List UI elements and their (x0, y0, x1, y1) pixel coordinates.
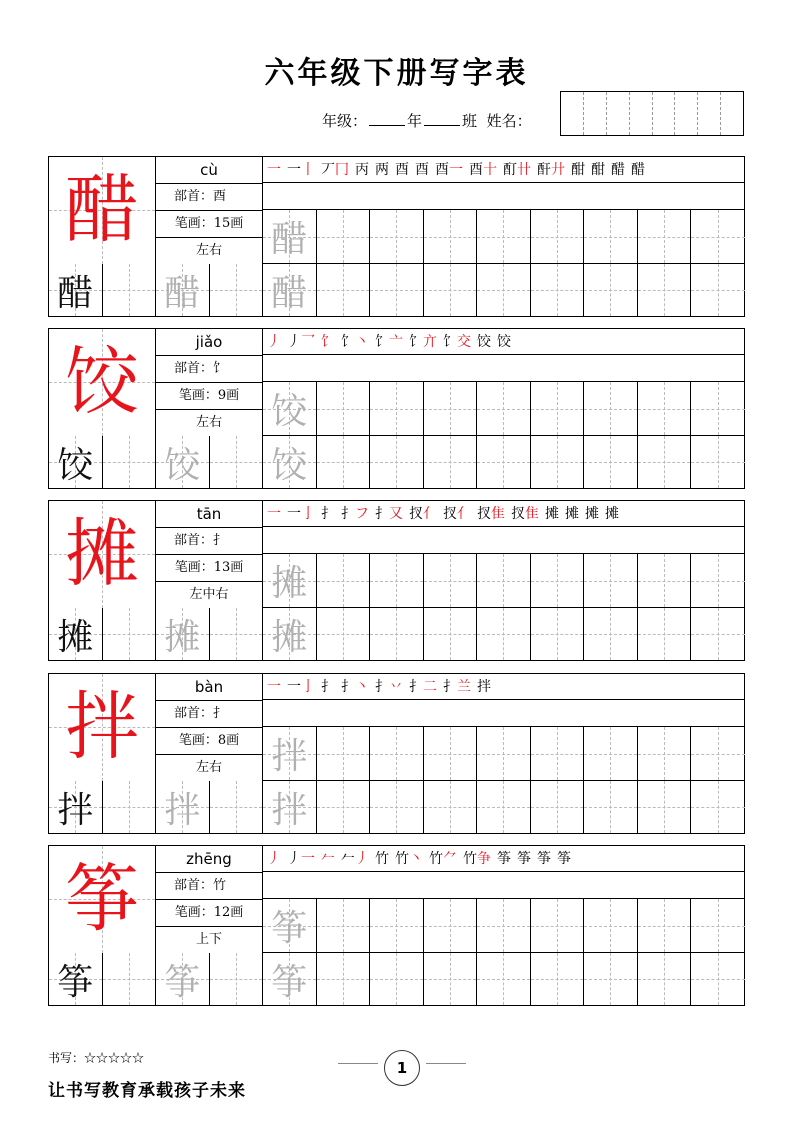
practice-cell[interactable] (103, 953, 157, 1005)
character-block (48, 328, 745, 489)
practice-cell[interactable] (263, 899, 317, 952)
trace-character: 摊 (271, 563, 308, 604)
practice-cell[interactable] (370, 608, 424, 660)
radical: 部首：酉 (156, 184, 262, 211)
practice-cell[interactable] (531, 264, 585, 316)
name-cell[interactable] (653, 92, 676, 135)
practice-cell[interactable] (103, 264, 157, 316)
name-label: 姓名： (486, 112, 532, 130)
practice-cell[interactable] (424, 264, 478, 316)
stroke-step: 一丨 (287, 162, 315, 178)
practice-cell[interactable] (477, 554, 531, 607)
stroke-step: 酣 (591, 162, 605, 178)
pinyin: cù (156, 157, 262, 184)
name-cell[interactable] (584, 92, 607, 135)
practice-cell[interactable] (638, 554, 692, 607)
practice-cell[interactable] (317, 382, 371, 435)
blank-row (263, 872, 744, 899)
stroke-step: 丿 (267, 334, 281, 350)
stroke-step: 饣亣 (409, 334, 437, 350)
practice-cell[interactable] (317, 264, 371, 316)
practice-cell[interactable] (424, 953, 478, 1005)
pinyin: zhēng (156, 846, 262, 873)
practice-cell[interactable] (263, 210, 317, 263)
practice-cell[interactable] (370, 899, 424, 952)
practice-cell[interactable] (263, 727, 317, 780)
practice-cell[interactable] (531, 781, 585, 833)
practice-cell[interactable] (638, 210, 692, 263)
trace-character: 筝 (164, 961, 201, 1003)
trace-character: 筝 (271, 961, 308, 1003)
page-title: 六年级下册写字表 (264, 56, 529, 91)
structure: 上下 (195, 932, 222, 947)
radical: 部首：扌 (156, 701, 262, 728)
stroke-step: 筝 (517, 851, 531, 867)
practice-cell[interactable] (49, 608, 103, 660)
stroke-order (263, 329, 744, 355)
stroke-step: 摊 (545, 506, 559, 522)
practice-cell[interactable] (477, 727, 531, 780)
practice-cell[interactable] (638, 608, 692, 660)
practice-cell[interactable] (584, 608, 638, 660)
practice-cell[interactable] (424, 899, 478, 952)
character-block (48, 673, 745, 834)
practice-cell[interactable] (584, 727, 638, 780)
character-meta (156, 157, 263, 264)
practice-cell[interactable] (477, 210, 531, 263)
stroke-step: 饺 (497, 334, 511, 350)
practice-cell[interactable] (531, 554, 585, 607)
divider-right (426, 1063, 466, 1064)
practice-row-2 (49, 608, 744, 660)
trace-character: 饺 (271, 391, 308, 432)
stroke-step: 酉一 (435, 162, 463, 178)
pinyin: bàn (156, 674, 262, 701)
model-character: 拌 (57, 789, 94, 831)
stroke-step: 摊 (585, 506, 599, 522)
stroke-step: 摊 (565, 506, 579, 522)
class-blank[interactable] (424, 111, 460, 126)
trace-character: 筝 (271, 908, 308, 949)
practice-cell[interactable] (531, 382, 585, 435)
name-cell[interactable] (675, 92, 698, 135)
stroke-step: 扌兰 (443, 679, 471, 695)
stroke-step: 扌フ (341, 506, 369, 522)
stroke-step: 饣交 (443, 334, 471, 350)
blank-row (263, 527, 744, 554)
trace-character: 摊 (164, 616, 201, 658)
character-meta (156, 846, 263, 953)
practice-cell[interactable] (317, 210, 371, 263)
structure: 左右 (195, 243, 222, 258)
big-character-cell (49, 674, 156, 781)
big-character-cell (49, 157, 156, 264)
stroke-step: 竹丶 (395, 851, 423, 867)
practice-row-2 (49, 953, 744, 1005)
practice-cell[interactable] (317, 899, 371, 952)
stroke-step: 丿 (267, 851, 281, 867)
practice-cell[interactable] (531, 436, 585, 488)
stroke-step: 酊卄 (503, 162, 531, 178)
name-cell[interactable] (607, 92, 630, 135)
practice-cell[interactable] (263, 554, 317, 607)
practice-cell[interactable] (638, 382, 692, 435)
stroke-step: 一 (267, 506, 281, 522)
stroke-step: 丿乛 (287, 334, 315, 350)
stroke-order (263, 674, 744, 700)
practice-cell[interactable] (103, 781, 157, 833)
stroke-step: 扌丶 (341, 679, 369, 695)
practice-cell[interactable] (424, 608, 478, 660)
stroke-step: 扌 (321, 506, 335, 522)
year-label: 年 (407, 112, 423, 130)
practice-cell[interactable] (263, 781, 317, 833)
practice-cell[interactable] (584, 781, 638, 833)
big-character-cell (49, 329, 156, 436)
stroke-step: 筝 (537, 851, 551, 867)
stroke-step: 丆冂 (321, 162, 349, 178)
practice-cell[interactable] (49, 953, 103, 1005)
student-info (322, 110, 532, 131)
practice-cell[interactable] (210, 436, 264, 488)
character-meta (156, 329, 263, 436)
stroke-order (263, 846, 744, 872)
big-character-cell (49, 846, 156, 953)
practice-row-2 (49, 436, 744, 488)
practice-cell[interactable] (584, 554, 638, 607)
practice-cell[interactable] (210, 953, 264, 1005)
stroke-step: 一 (267, 162, 281, 178)
blank-row (263, 183, 744, 210)
model-character: 饺 (57, 444, 94, 486)
practice-cell[interactable] (691, 210, 745, 263)
practice-cell[interactable] (49, 781, 103, 833)
practice-cell[interactable] (156, 781, 210, 833)
practice-row-1 (263, 727, 744, 781)
stroke-step: 醋 (631, 162, 645, 178)
stroke-step: 饺 (477, 334, 491, 350)
character-block (48, 156, 745, 317)
name-cell[interactable] (698, 92, 721, 135)
practice-cell[interactable] (370, 953, 424, 1005)
practice-cell[interactable] (531, 608, 585, 660)
radical: 部首：扌 (156, 528, 262, 555)
practice-cell[interactable] (317, 953, 371, 1005)
stroke-step: 扌 (321, 679, 335, 695)
practice-cell[interactable] (103, 608, 157, 660)
name-cell[interactable] (561, 92, 584, 135)
practice-cell[interactable] (263, 382, 317, 435)
practice-cell[interactable] (424, 382, 478, 435)
stroke-step: 扠隹 (511, 506, 539, 522)
practice-cell[interactable] (477, 264, 531, 316)
practice-cell[interactable] (691, 436, 745, 488)
practice-cell[interactable] (103, 436, 157, 488)
practice-cell[interactable] (477, 781, 531, 833)
practice-cell[interactable] (156, 264, 210, 316)
stroke-order (263, 501, 744, 527)
grade-blank[interactable] (369, 111, 405, 126)
rating-text: 书写：☆☆☆☆☆ (48, 1051, 145, 1065)
trace-character: 拌 (271, 789, 308, 831)
practice-cell[interactable] (210, 781, 264, 833)
practice-cell[interactable] (424, 781, 478, 833)
trace-character: 拌 (271, 736, 308, 777)
practice-cell[interactable] (263, 608, 317, 660)
stroke-count: 笔画：13画 (156, 555, 262, 582)
practice-cell[interactable] (531, 210, 585, 263)
practice-cell[interactable] (477, 382, 531, 435)
stroke-count: 笔画：12画 (156, 900, 262, 927)
stroke-count: 笔画：9画 (156, 383, 262, 410)
stroke-step: 饣 (321, 334, 335, 350)
stroke-step: 竹 (375, 851, 389, 867)
big-character-cell (49, 501, 156, 608)
practice-cell[interactable] (370, 382, 424, 435)
stroke-step: 扌二 (409, 679, 437, 695)
practice-cell[interactable] (691, 382, 745, 435)
practice-cell[interactable] (477, 899, 531, 952)
practice-cell[interactable] (424, 436, 478, 488)
practice-row-2 (49, 781, 744, 833)
pinyin: tān (156, 501, 262, 528)
blank-row (263, 700, 744, 727)
practice-cell[interactable] (477, 608, 531, 660)
trace-character: 摊 (271, 616, 308, 658)
practice-cell[interactable] (263, 953, 317, 1005)
big-character: 摊 (65, 511, 139, 597)
practice-cell[interactable] (424, 210, 478, 263)
practice-cell[interactable] (691, 554, 745, 607)
stroke-step: 两 (375, 162, 389, 178)
stroke-order (263, 157, 744, 183)
stroke-step: 醋 (611, 162, 625, 178)
practice-cell[interactable] (210, 608, 264, 660)
practice-cell[interactable] (638, 953, 692, 1005)
divider-left (338, 1063, 378, 1064)
stroke-step: 一亅 (287, 506, 315, 522)
stroke-step: 酉 (415, 162, 429, 178)
practice-cell[interactable] (317, 727, 371, 780)
practice-cell[interactable] (317, 608, 371, 660)
practice-cell[interactable] (49, 264, 103, 316)
name-cell[interactable] (721, 92, 743, 135)
practice-cell[interactable] (584, 210, 638, 263)
practice-cell[interactable] (584, 436, 638, 488)
character-block (48, 500, 745, 661)
trace-character: 醋 (164, 272, 201, 314)
stroke-step: 竹⺈ (429, 851, 457, 867)
trace-character: 饺 (271, 444, 308, 486)
stroke-step: 扌又 (375, 506, 403, 522)
model-character: 筝 (57, 961, 94, 1003)
stroke-step: 饣亠 (375, 334, 403, 350)
class-label: 班 (462, 112, 478, 130)
stroke-step: 𠂉 (321, 851, 335, 867)
stroke-count: 笔画：8画 (156, 728, 262, 755)
practice-cell[interactable] (691, 727, 745, 780)
practice-cell[interactable] (638, 781, 692, 833)
practice-cell[interactable] (370, 264, 424, 316)
practice-cell[interactable] (691, 899, 745, 952)
stroke-step: 酐廾 (537, 162, 565, 178)
practice-cell[interactable] (156, 953, 210, 1005)
stroke-step: 一 (267, 679, 281, 695)
trace-character: 醋 (271, 272, 308, 314)
practice-cell[interactable] (691, 264, 745, 316)
practice-cell[interactable] (584, 382, 638, 435)
practice-cell[interactable] (638, 436, 692, 488)
model-character: 醋 (57, 272, 94, 314)
practice-cell[interactable] (584, 953, 638, 1005)
practice-cell[interactable] (424, 554, 478, 607)
practice-cell[interactable] (691, 608, 745, 660)
practice-cell[interactable] (638, 727, 692, 780)
practice-row-1 (263, 899, 744, 953)
stroke-step: 扠亻 (443, 506, 471, 522)
trace-character: 醋 (271, 219, 308, 260)
name-cell[interactable] (630, 92, 653, 135)
practice-cell[interactable] (531, 727, 585, 780)
big-character: 饺 (65, 339, 139, 425)
stroke-step: 摊 (605, 506, 619, 522)
structure: 左右 (195, 415, 222, 430)
stroke-step: 竹争 (463, 851, 491, 867)
practice-cell[interactable] (477, 953, 531, 1005)
stroke-step: 酉十 (469, 162, 497, 178)
pinyin: jiǎo (156, 329, 262, 356)
stroke-step: 丙 (355, 162, 369, 178)
practice-cell[interactable] (156, 608, 210, 660)
model-character: 摊 (57, 616, 94, 658)
practice-cell[interactable] (370, 781, 424, 833)
practice-cell[interactable] (531, 953, 585, 1005)
stroke-step: 𠂉丿 (341, 851, 369, 867)
practice-cell[interactable] (638, 264, 692, 316)
practice-cell[interactable] (210, 264, 264, 316)
radical: 部首：竹 (156, 873, 262, 900)
practice-row-1 (263, 554, 744, 608)
practice-cell[interactable] (584, 899, 638, 952)
blank-row (263, 355, 744, 382)
stroke-step: 扠亻 (409, 506, 437, 522)
stroke-step: 扠隹 (477, 506, 505, 522)
stroke-step: 丿一 (287, 851, 315, 867)
practice-row-2 (49, 264, 744, 316)
stroke-step: 拌 (477, 679, 491, 695)
practice-cell[interactable] (317, 554, 371, 607)
practice-cell[interactable] (370, 436, 424, 488)
stroke-step: 饣丶 (341, 334, 369, 350)
practice-cell[interactable] (424, 727, 478, 780)
practice-cell[interactable] (531, 899, 585, 952)
page-number: 1 (384, 1050, 420, 1086)
stroke-step: 一亅 (287, 679, 315, 695)
character-block (48, 845, 745, 1006)
character-meta (156, 501, 263, 608)
practice-row-1 (263, 382, 744, 436)
big-character: 醋 (65, 167, 139, 253)
practice-cell[interactable] (584, 264, 638, 316)
big-character: 筝 (65, 856, 139, 942)
structure: 左右 (195, 760, 222, 775)
trace-character: 拌 (164, 789, 201, 831)
practice-cell[interactable] (370, 210, 424, 263)
character-meta (156, 674, 263, 781)
structure: 左中右 (189, 587, 229, 602)
practice-cell[interactable] (370, 727, 424, 780)
practice-cell[interactable] (156, 436, 210, 488)
big-character: 拌 (65, 684, 139, 770)
stroke-step: 筝 (497, 851, 511, 867)
practice-cell[interactable] (263, 436, 317, 488)
stroke-step: 酣 (571, 162, 585, 178)
slogan-text: 让书写教育承载孩子未来 (48, 1081, 246, 1101)
practice-cell[interactable] (317, 436, 371, 488)
practice-cell[interactable] (263, 264, 317, 316)
name-grid[interactable] (560, 91, 744, 136)
trace-character: 饺 (164, 444, 201, 486)
practice-cell[interactable] (477, 436, 531, 488)
practice-cell[interactable] (370, 554, 424, 607)
practice-cell[interactable] (49, 436, 103, 488)
stroke-step: 扌丷 (375, 679, 403, 695)
stroke-step: 筝 (557, 851, 571, 867)
practice-cell[interactable] (691, 781, 745, 833)
practice-row-1 (263, 210, 744, 264)
radical: 部首：饣 (156, 356, 262, 383)
practice-cell[interactable] (691, 953, 745, 1005)
practice-cell[interactable] (638, 899, 692, 952)
stroke-count: 笔画：15画 (156, 211, 262, 238)
grade-label: 年级： (322, 112, 368, 130)
stroke-step: 酉 (395, 162, 409, 178)
practice-cell[interactable] (317, 781, 371, 833)
